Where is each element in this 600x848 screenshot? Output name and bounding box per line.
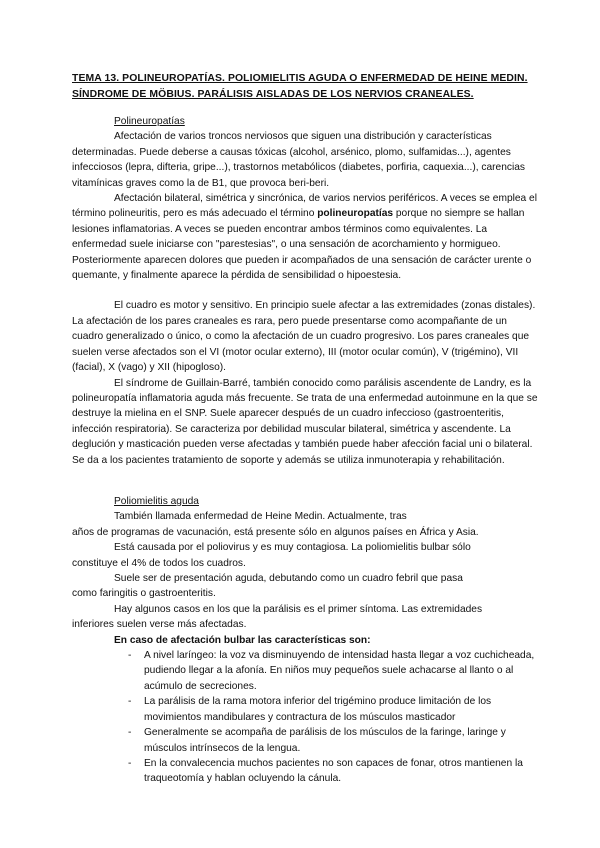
section-polineuropatias [72, 114, 540, 468]
paragraph: El síndrome de Guillain-Barré, también conocido como parálisis ascendente de Landry, es la polineuropatía inflamatoria aguda más frecuente. Se trata de una enfermedad autoinmune en la que se destruye la mielina en el SNP. Suele aparecer después de un cuadro infeccioso (gastroenteritis, infección respiratoria). Se caracteriza por debilidad muscular bilateral, simétrica y ascendente. La deglución y masticación pueden verse afectadas y también puede haber afección facial uni o bilateral. Se da a los pacientes tratamiento de soporte y además se utiliza inmunoterapia y rehabilitación. [72, 377, 538, 466]
paragraph-line: También llamada enfermedad de Heine Medin. Actualmente, tras [114, 511, 407, 523]
list-item: - En la convalecencia muchos pacientes no son capaces de fonar, otros mantienen la traqueotomía y hablan ocluyendo la cánula. [72, 756, 540, 787]
section-poliomielitis [72, 494, 540, 787]
text-run: Afectación bilateral, simétrica y sincrónica, de varios nervios periféricos. A veces se emplea el término polineuritis, pero es más adecuado el término [72, 193, 537, 220]
paragraph: Afectación de varios troncos nerviosos que siguen una distribución y características determinadas. Puede deberse a causas tóxicas (alcohol, arsénico, plomo, sulfamidas...), agentes infecciosos (lepra, difteria, gripe...), trastornos metabólicos (diabetes, porfiria, caquexia...), carencias vitamínicas graves como la de B1, que provoca beri-beri. [72, 131, 525, 189]
paragraph-line: Está causada por el poliovirus y es muy contagiosa. La poliomielitis bulbar sólo [114, 542, 471, 554]
section-heading-polineuropatias: Polineuropatías [114, 116, 185, 127]
section-heading-poliomielitis: Poliomielitis aguda [114, 496, 199, 507]
bold-term: polineuropatías [317, 208, 394, 220]
paragraph [72, 191, 540, 283]
paragraph-line: constituye el 4% de todos los cuadros. [72, 557, 246, 569]
bulbar-subheading: En caso de afectación bulbar las características son: [114, 634, 371, 646]
paragraph-line: años de programas de vacunación, está presente sólo en algunos países en África y Asia. [72, 526, 479, 538]
list-item: - Generalmente se acompaña de parálisis de los músculos de la faringe, laringe y músculos intrínsecos de la lengua. [72, 725, 540, 756]
paragraph-line: como faringitis o gastroenteritis. [72, 588, 216, 600]
list-item: - A nivel laríngeo: la voz va disminuyendo de intensidad hasta llegar a voz cuchicheada, pudiendo llegar a la afonía. En niños muy pequeños suele achacarse al llanto o al acúmulo de secreciones. [72, 648, 540, 694]
bulbar-list [72, 648, 540, 787]
paragraph: El cuadro es motor y sensitivo. En principio suele afectar a las extremidades (zonas distales). La afectación de los pares craneales es rara, pero puede presentarse como acompañante de un cuadro generalizado o único, o como la afectación de un cuadro progresivo. Los pares craneales que suelen verse afectados son el VI (motor ocular externo), III (motor ocular común), V (trigémino), VII (facial), X (vago) y XII (hipogloso). [72, 300, 536, 374]
text-run: porque no siempre se hallan lesiones inflamatorias. A veces se pueden encontrar ambos términos como equivalentes. La enfermedad suele iniciarse con "parestesias", o una sensación de acorchamiento y hormigueo. Posteriormente aparecen dolores que pueden ir acompañados de una sensación de carácter urente o quemante, y finalmente aparece la pérdida de sensibilidad o hipoestesia. [72, 208, 532, 282]
list-item: - La parálisis de la rama motora inferior del trigémino produce limitación de los movimientos mandibulares y contractura de los músculos masticador [72, 694, 540, 725]
paragraph-line: inferiores suelen verse más afectadas. [72, 619, 247, 631]
paragraph-line: Hay algunos casos en los que la parálisis es el primer síntoma. Las extremidades [114, 603, 483, 615]
paragraph-line: Suele ser de presentación aguda, debutando como un cuadro febril que pasa [114, 573, 463, 585]
document-title: TEMA 13. POLINEUROPATÍAS. POLIOMIELITIS AGUDA O ENFERMEDAD DE HEINE MEDIN. SÍNDROME DE MÖBIUS. PARÁLISIS AISLADAS DE LOS NERVIOS CRANEALES. [72, 73, 528, 100]
